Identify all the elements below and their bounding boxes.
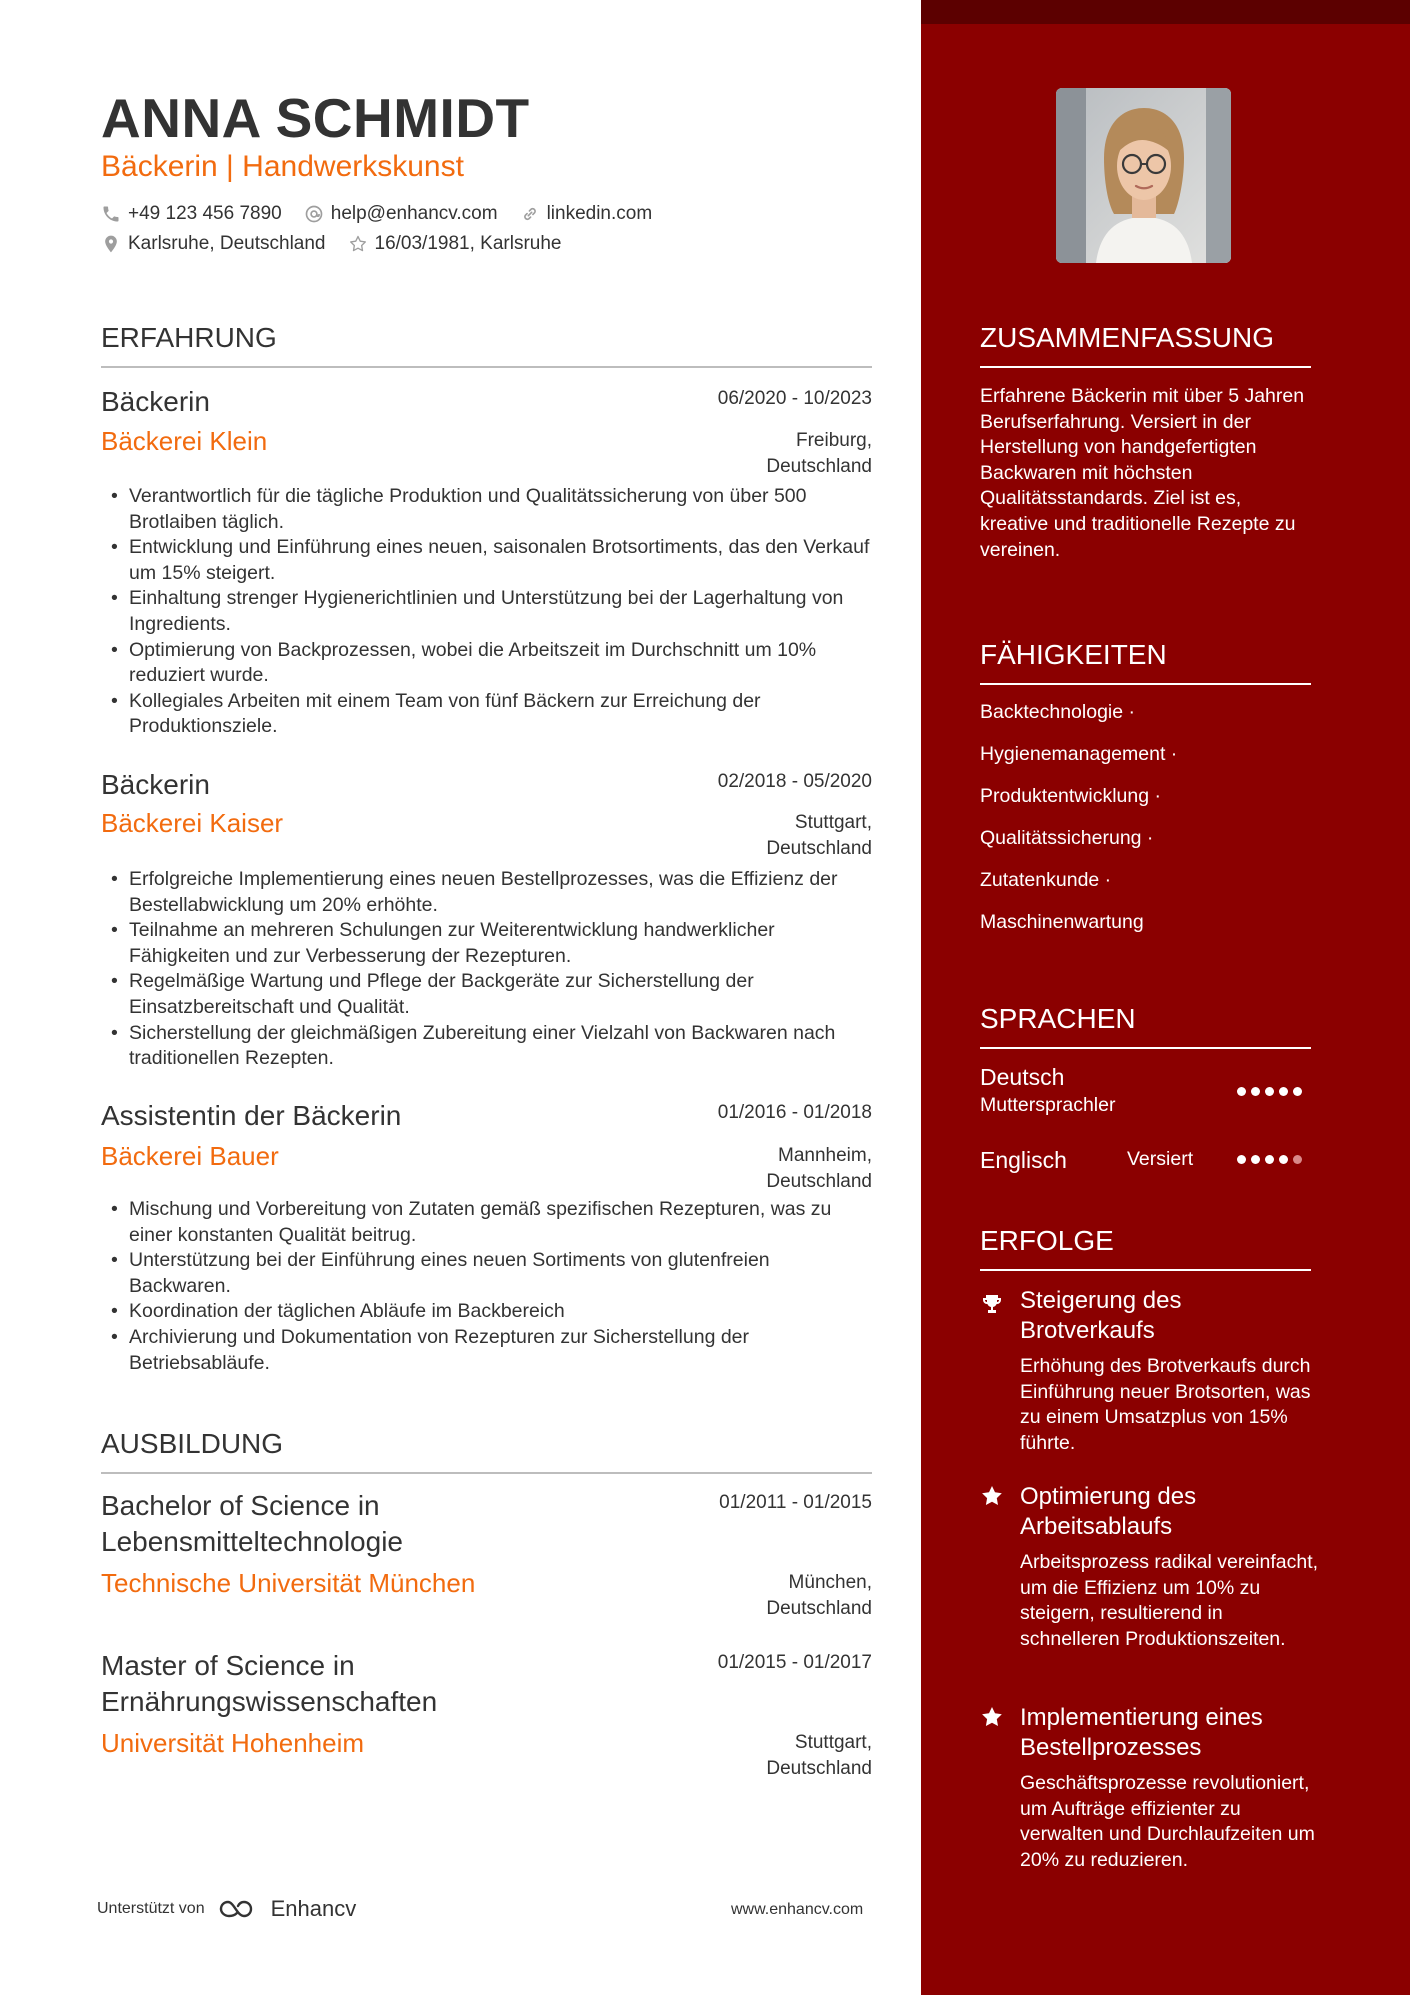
job-location: Freiburg, Deutschland <box>766 430 872 477</box>
link-icon <box>520 204 540 224</box>
rating-dot-filled <box>1265 1087 1274 1096</box>
summary-text: Erfahrene Bäckerin mit über 5 Jahren Berufserfahrung. Versiert in der Herstellung von handgefertigten Backwaren mit höchsten Qualitätsstandards. Ziel ist es, kreative und traditionelle Rezepte zu vereinen. <box>980 385 1305 561</box>
education-entry-2 <box>101 1648 872 1788</box>
sidebar-top-band <box>921 0 1410 24</box>
languages-section-title: SPRACHEN <box>980 1003 1311 1049</box>
job-location: Stuttgart, Deutschland <box>766 812 872 859</box>
sidebar <box>921 0 1410 1995</box>
skills-section-title: FÄHIGKEITEN <box>980 639 1311 685</box>
achievement-desc: Geschäftsprozesse revolutioniert, um Aufträge effizienter zu verwalten und Durchlaufzeiten um 20% zu reduzieren. <box>1020 1772 1315 1871</box>
brand-name: Enhancv <box>270 1896 357 1921</box>
experience-entry-1 <box>101 384 872 744</box>
job-dates: 06/2020 - 10/2023 <box>717 388 872 409</box>
skill-item: Qualitätssicherung · <box>980 827 1154 849</box>
list-item: • Regelmäßige Wartung und Pflege der Backgeräte zur Sicherstellung der Einsatzbereitschaft und Qualität. <box>101 969 872 1020</box>
company-name: Bäckerei Bauer <box>101 1141 279 1171</box>
rating-dot-filled <box>1265 1155 1274 1164</box>
rating-dot-filled <box>1279 1155 1288 1164</box>
at-icon <box>304 204 324 224</box>
email-item[interactable] <box>304 203 498 225</box>
language-rating <box>1237 1087 1307 1096</box>
rating-dot-empty <box>1293 1155 1302 1164</box>
school-name: Universität Hohenheim <box>101 1728 365 1758</box>
phone-text: +49 123 456 7890 <box>128 203 282 224</box>
degree-title: Master of Science in Ernährungswissenschaften <box>101 1650 438 1717</box>
skill-item: Backtechnologie · <box>980 701 1136 723</box>
list-item: • Koordination der täglichen Abläufe im Backbereich <box>101 1299 872 1325</box>
list-item: • Optimierung von Backprozessen, wobei die Arbeitszeit im Durchschnitt um 10% reduziert wurde. <box>101 638 872 689</box>
achievement-desc: Erhöhung des Brotverkaufs durch Einführung neuer Brotsorten, was zu einem Umsatzplus von 15% führte. <box>1020 1355 1311 1454</box>
phone-item <box>101 203 282 225</box>
list-item: • Unterstützung bei der Einführung eines neuen Sortiments von glutenfreien Backwaren. <box>101 1248 872 1299</box>
company-name: Bäckerei Klein <box>101 426 268 456</box>
skill-item: Maschinenwartung <box>980 911 1144 933</box>
trophy-icon <box>980 1292 1004 1316</box>
education-dates: 01/2011 - 01/2015 <box>719 1492 872 1513</box>
birth-text: 16/03/1981, Karlsruhe <box>374 233 562 254</box>
list-item: • Mischung und Vorbereitung von Zutaten gemäß spezifischen Rezepturen, was zu einer konstanten Qualität beitrug. <box>101 1197 872 1248</box>
summary-section-title: ZUSAMMENFASSUNG <box>980 322 1311 368</box>
job-title: Bäckerin <box>101 769 210 800</box>
star-outline-icon <box>348 234 368 254</box>
rating-dot-filled <box>1279 1087 1288 1096</box>
achievement-title: Optimierung des Arbeitsablaufs <box>1020 1483 1197 1540</box>
contact-row-1 <box>101 203 674 225</box>
link-item[interactable] <box>520 203 653 225</box>
job-bullets <box>101 1197 872 1376</box>
experience-entry-2 <box>101 767 872 1077</box>
achievement-title: Steigerung des Brotverkaufs <box>1020 1287 1182 1344</box>
birth-item <box>348 233 562 255</box>
education-section-title: AUSBILDUNG <box>101 1428 872 1474</box>
powered-by-label: Unterstützt von <box>97 1900 205 1917</box>
achievements-section-title: ERFOLGE <box>980 1225 1311 1271</box>
school-name: Technische Universität München <box>101 1568 476 1598</box>
rating-dot-filled <box>1251 1155 1260 1164</box>
job-title: Bäckerin <box>101 386 210 417</box>
skill-item: Zutatenkunde · <box>980 869 1112 891</box>
footer-powered-by <box>97 1896 356 1922</box>
list-item: • Verantwortlich für die tägliche Produktion und Qualitätssicherung von über 500 Brotlaiben täglich. <box>101 484 872 535</box>
rating-dot-filled <box>1251 1087 1260 1096</box>
candidate-headline: Bäckerin | Handwerkskunst <box>101 150 464 183</box>
skill-item: Hygienemanagement · <box>980 743 1178 765</box>
language-name: Deutsch <box>980 1064 1065 1090</box>
education-location: Stuttgart, Deutschland <box>766 1732 872 1779</box>
job-dates: 02/2018 - 05/2020 <box>717 771 872 792</box>
language-name: Englisch <box>980 1147 1067 1173</box>
skill-item: Produktentwicklung · <box>980 785 1162 807</box>
list-item: • Archivierung und Dokumentation von Rezepturen zur Sicherstellung der Betriebsabläufe. <box>101 1325 872 1376</box>
job-bullets <box>101 484 872 740</box>
star-icon <box>980 1484 1004 1508</box>
list-item: • Entwicklung und Einführung eines neuen, saisonalen Brotsortiments, das den Verkauf um 15% steigert. <box>101 535 872 586</box>
list-item: • Sicherstellung der gleichmäßigen Zubereitung einer Vielzahl von Backwaren nach traditionellen Rezepten. <box>101 1021 872 1072</box>
language-level: Versiert <box>1127 1148 1194 1170</box>
link-text[interactable]: linkedin.com <box>546 203 653 224</box>
company-name: Bäckerei Kaiser <box>101 808 284 838</box>
education-dates: 01/2015 - 01/2017 <box>717 1652 872 1673</box>
location-item <box>101 233 326 255</box>
achievement-desc: Arbeitsprozess radikal vereinfacht, um die Effizienz um 10% zu steigern, resultierend in schnelleren Produktionszeiten. <box>1020 1551 1319 1650</box>
job-bullets <box>101 867 872 1072</box>
profile-photo <box>1056 88 1231 263</box>
achievement-title: Implementierung eines Bestellprozesses <box>1020 1704 1263 1761</box>
location-pin-icon <box>101 234 121 254</box>
infinity-logo-icon <box>217 1897 263 1921</box>
list-item: • Einhaltung strenger Hygienerichtlinien und Unterstützung bei der Lagerhaltung von Ingredients. <box>101 586 872 637</box>
job-title: Assistentin der Bäckerin <box>101 1100 402 1131</box>
email-text[interactable]: help@enhancv.com <box>330 203 498 224</box>
brand-logo[interactable] <box>217 1896 357 1922</box>
degree-title: Bachelor of Science in Lebensmitteltechnologie <box>101 1490 403 1557</box>
language-rating <box>1237 1155 1307 1164</box>
phone-icon <box>101 204 121 224</box>
rating-dot-filled <box>1293 1087 1302 1096</box>
candidate-name: ANNA SCHMIDT <box>101 87 530 149</box>
rating-dot-filled <box>1237 1155 1246 1164</box>
experience-section-title: ERFAHRUNG <box>101 322 872 368</box>
rating-dot-filled <box>1237 1087 1246 1096</box>
footer-url[interactable]: www.enhancv.com <box>731 1901 864 1918</box>
list-item: • Teilnahme an mehreren Schulungen zur Weiterentwicklung handwerklicher Fähigkeiten und zur Verbesserung der Rezepturen. <box>101 918 872 969</box>
job-location: Mannheim, Deutschland <box>766 1145 872 1192</box>
experience-entry-3 <box>101 1098 872 1398</box>
language-level: Muttersprachler <box>980 1094 1116 1116</box>
list-item: • Kollegiales Arbeiten mit einem Team von fünf Bäckern zur Erreichung der Produktionsziele. <box>101 689 872 740</box>
star-icon <box>980 1705 1004 1729</box>
list-item: • Erfolgreiche Implementierung eines neuen Bestellprozesses, was die Effizienz der Bestellabwicklung um 20% erhöhte. <box>101 867 872 918</box>
contact-row-2 <box>101 233 583 255</box>
education-entry-1 <box>101 1488 872 1628</box>
location-text: Karlsruhe, Deutschland <box>128 233 326 254</box>
education-location: München, Deutschland <box>766 1572 872 1619</box>
job-dates: 01/2016 - 01/2018 <box>717 1102 872 1123</box>
